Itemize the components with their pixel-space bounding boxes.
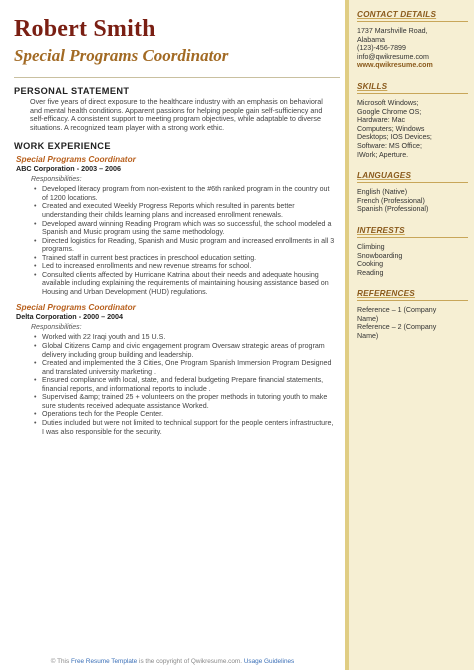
website-link[interactable]: www.qwikresume.com	[357, 61, 433, 70]
responsibilities-list	[14, 333, 336, 436]
interests-list	[357, 243, 468, 277]
address-line: 1737 Marshville Road,	[357, 27, 428, 35]
contact-section	[357, 10, 468, 70]
list-item: • Supervised &amp; trained 25 + volunteers on the proper methods in tutoring youth to make sure students received adequate assistance Worked.	[42, 393, 336, 410]
job-title: Special Programs Coordinator	[16, 154, 136, 165]
languages-list	[357, 188, 468, 214]
footer-copyright-text: is the copyright of Qwikresume.com.	[137, 658, 244, 665]
interests-section	[357, 226, 468, 277]
language-line: English (Native)	[357, 188, 408, 197]
personal-statement-heading: PERSONAL STATEMENT	[14, 86, 130, 96]
references-heading: REFERENCES	[357, 289, 468, 301]
list-item: • Led to increased enrollments and new revenue streams for school.	[42, 262, 336, 271]
reference-line: Name)	[357, 332, 379, 341]
list-item: • Created and executed Weekly Progress Reports which resulted in parents better understanding their childs learning plans and increased enrollment renewals.	[42, 202, 336, 219]
list-item: • Ensured compliance with local, state, and federal budgeting Prepare financial statements, financial reports, and informational reports to include .	[42, 376, 336, 393]
list-item: • Trained staff in current best practices in preschool education setting.	[42, 254, 336, 263]
skill-line: Software: MS Office;	[357, 141, 422, 150]
list-item: • Developed award winning Reading Program which was so successful, the school modeled a Spanish and Music program using the same methodology.	[42, 220, 336, 237]
skill-line: IWork; Aperture.	[357, 150, 409, 159]
skill-line: Google Chrome OS;	[357, 107, 422, 116]
sidebar	[345, 0, 474, 670]
reference-line: Reference – 1 (Company	[357, 306, 437, 315]
free-resume-template-link[interactable]: Free Resume Template	[70, 658, 138, 665]
skill-line: Hardware: Mac	[357, 116, 406, 125]
skill-line: Desktops; IOS Devices;	[357, 133, 432, 142]
responsibilities-label: Responsibilities:	[31, 176, 82, 184]
language-line: Spanish (Professional)	[357, 205, 429, 214]
personal-statement-text: Over five years of direct exposure to the healthcare industry with an emphasis on behavioral and mental health conditions. Apparent passions for helping people gain self-sufficiency and self-efficacy. A consistent support to meeting program objectives, while adaptable to diverse situations. A recognized team player with a strong work ethic.	[30, 97, 323, 132]
candidate-title: Special Programs Coordinator	[14, 46, 229, 65]
languages-section	[357, 171, 468, 214]
references-list	[357, 306, 468, 340]
skills-heading: SKILLS	[357, 82, 468, 94]
footer-prefix: © This	[50, 658, 71, 665]
skills-section	[357, 82, 468, 159]
list-item: • Consulted clients affected by Hurricane Katrina about their needs and adequate housing available including explaining the requirements of maintaining housing assistance based on Housing and Urban Development (HUD) regulations.	[42, 271, 336, 297]
footer	[0, 658, 345, 665]
email-address: info@qwikresume.com	[357, 52, 429, 61]
contact-details	[357, 27, 468, 70]
language-line: French (Professional)	[357, 196, 425, 205]
job-entry-2	[14, 302, 336, 436]
usage-guidelines-link[interactable]: Usage Guidelines	[243, 658, 295, 665]
list-item: • Duties included but were not limited to technical support for the people centers infrastructure, I was also responsible for the security.	[42, 419, 336, 436]
references-section	[357, 289, 468, 340]
list-item: • Created and implemented the 3 Cities, One Program Spanish Immersion Program Designed and translated university marketing .	[42, 359, 336, 376]
address-state: Alabama	[357, 35, 385, 44]
languages-heading: LANGUAGES	[357, 171, 468, 183]
skill-line: Computers; Windows	[357, 124, 425, 133]
reference-line: Name)	[357, 314, 379, 323]
interest-line: Climbing	[357, 242, 385, 251]
phone-number: (123)-456-7899	[357, 44, 406, 53]
skill-line: Microsoft Windows;	[357, 98, 419, 107]
list-item: • Global Citizens Camp and civic engagement program Oversaw strategic areas of program delivery including group building and leadership.	[42, 342, 336, 359]
interest-line: Snowboarding	[357, 251, 403, 260]
responsibilities-label: Responsibilities:	[31, 324, 82, 332]
list-item: • Operations tech for the People Center.	[42, 410, 336, 419]
job-entry-1	[14, 154, 336, 296]
reference-line: Reference – 2 (Company	[357, 323, 437, 332]
main-column	[14, 16, 336, 436]
interests-heading: INTERESTS	[357, 226, 468, 238]
interest-line: Cooking	[357, 260, 384, 269]
contact-heading: CONTACT DETAILS	[357, 10, 468, 22]
work-experience-heading: WORK EXPERIENCE	[14, 141, 111, 152]
skills-list	[357, 99, 468, 159]
candidate-name: Robert Smith	[14, 16, 156, 42]
interest-line: Reading	[357, 268, 384, 277]
responsibilities-list	[14, 185, 336, 296]
header-divider	[14, 77, 340, 78]
job-company-dates: Delta Corporation - 2000 – 2004	[16, 312, 124, 322]
job-title: Special Programs Coordinator	[16, 302, 136, 313]
list-item: • Directed logistics for Reading, Spanish and Music program and increased enrollments in all 3 programs.	[42, 237, 336, 254]
job-company-dates: ABC Corporation - 2003 – 2006	[16, 164, 122, 174]
list-item: • Worked with 22 Iraqi youth and 15 U.S.	[42, 333, 336, 342]
list-item: • Developed literacy program from non-existent to the #6th ranked program in the country out of 1200 locations.	[42, 185, 336, 202]
